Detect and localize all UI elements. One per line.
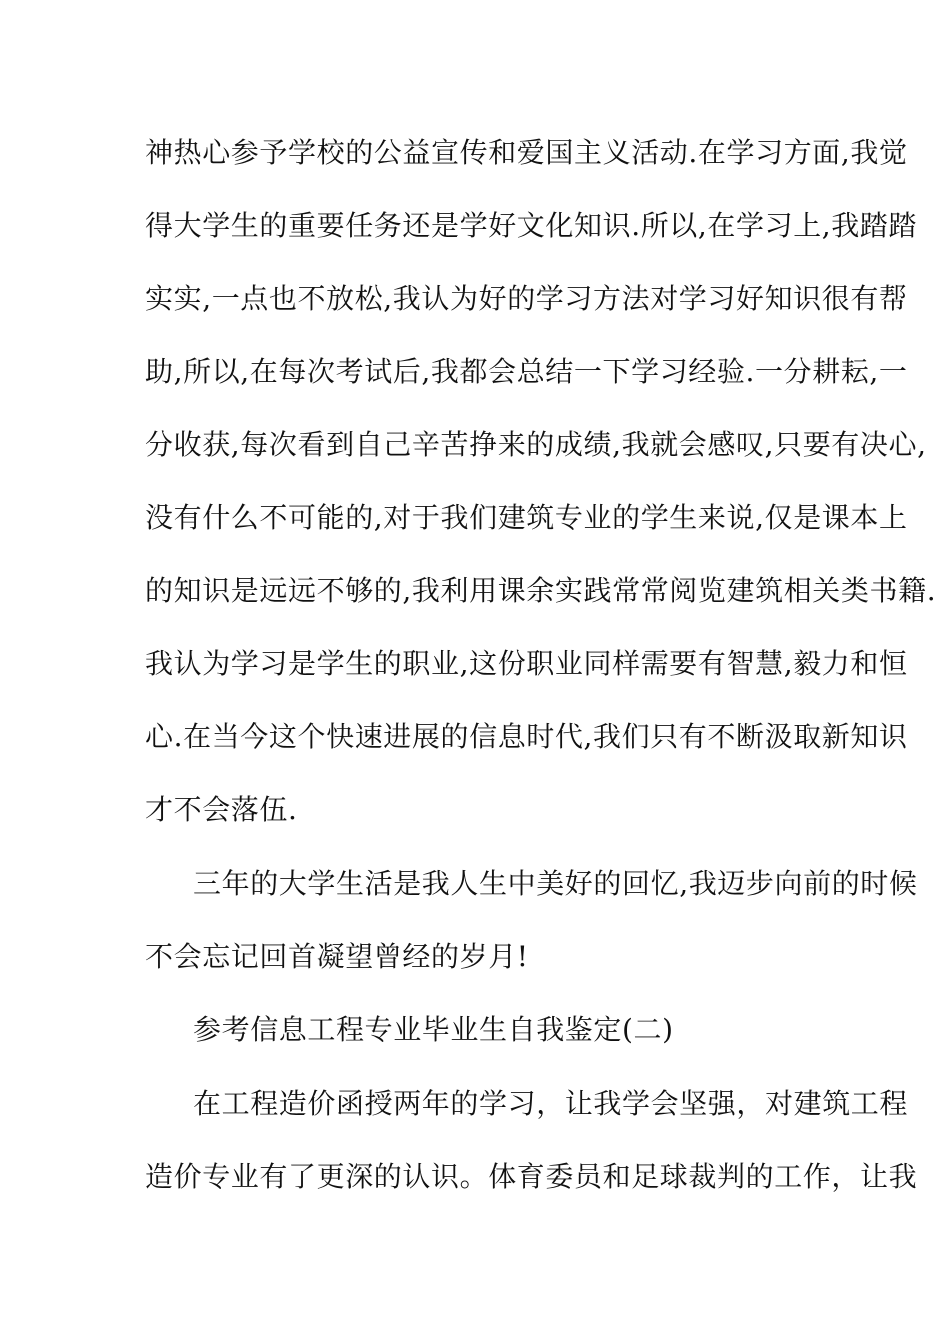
body-text-line: 不会忘记回首凝望曾经的岁月!	[145, 940, 529, 973]
body-text-line: 才不会落伍.	[145, 793, 298, 826]
body-text-line: 没有什么不可能的,对于我们建筑专业的学生来说,仅是课本上	[145, 501, 908, 534]
body-text-line: 得大学生的重要任务还是学好文化知识.所以,在学习上,我踏踏	[145, 209, 918, 242]
body-text-line: 实实,一点也不放松,我认为好的学习方法对学习好知识很有帮	[145, 282, 908, 315]
paragraph-first-line: 在工程造价函授两年的学习，让我学会坚强，对建筑工程	[193, 1087, 909, 1120]
section-heading: 参考信息工程专业毕业生自我鉴定(二)	[193, 1013, 674, 1046]
body-text-line: 助,所以,在每次考试后,我都会总结一下学习经验.一分耕耘,一	[145, 355, 908, 388]
paragraph-first-line: 三年的大学生活是我人生中美好的回忆,我迈步向前的时候	[193, 867, 918, 900]
body-text-line: 心.在当今这个快速进展的信息时代,我们只有不断汲取新知识	[145, 720, 908, 753]
body-text-line: 的知识是远远不够的,我利用课余实践常常阅览建筑相关类书籍.	[145, 574, 937, 607]
body-text-line: 神热心参予学校的公益宣传和爱国主义活动.在学习方面,我觉	[145, 136, 908, 169]
body-text-line: 我认为学习是学生的职业,这份职业同样需要有智慧,毅力和恒	[145, 647, 908, 680]
body-text-line: 造价专业有了更深的认识。体育委员和足球裁判的工作，让我	[145, 1160, 918, 1193]
body-text-line: 分收获,每次看到自己辛苦挣来的成绩,我就会感叹,只要有决心,	[145, 428, 927, 461]
